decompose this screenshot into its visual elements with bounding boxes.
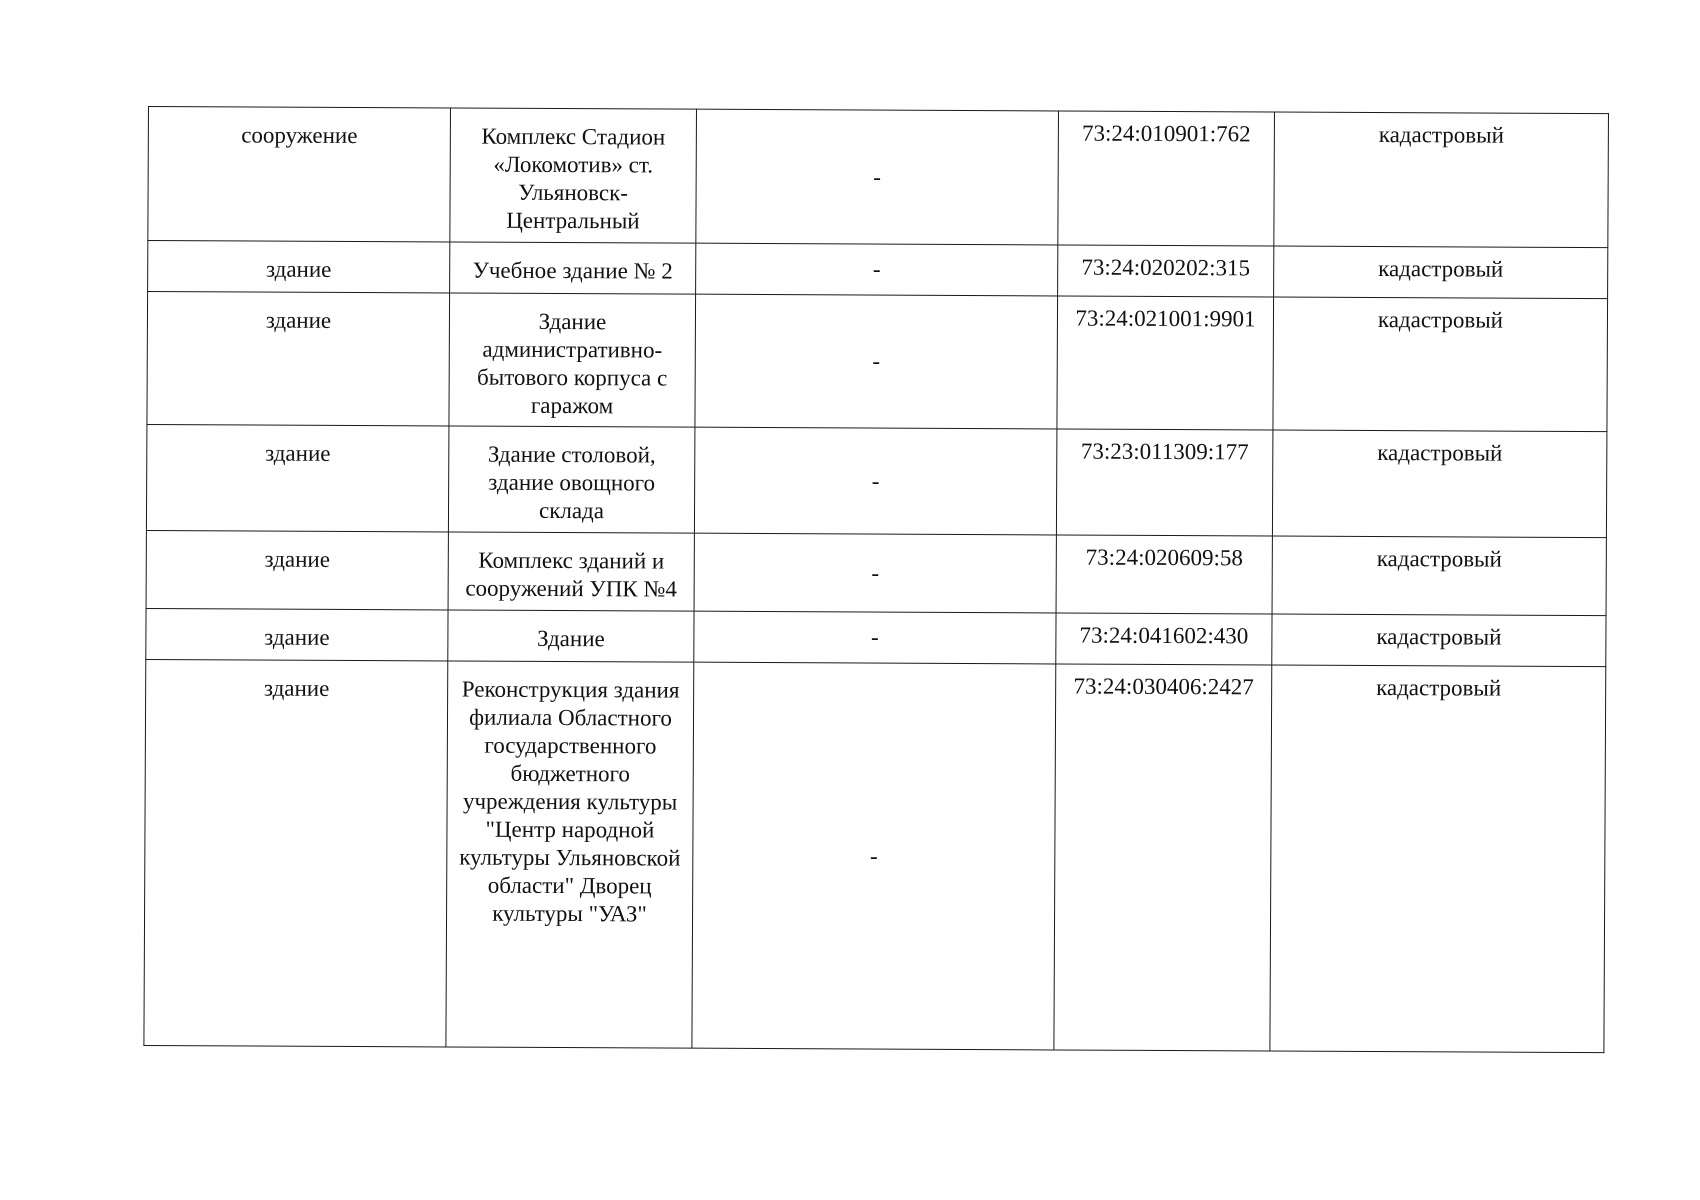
number-kind-cell: кадастровый — [1274, 112, 1609, 248]
table-row — [146, 608, 1606, 666]
number-kind-cell: кадастровый — [1272, 430, 1607, 538]
number-kind-cell: кадастровый — [1272, 536, 1606, 616]
cadastral-number-cell: 73:24:041602:430 — [1056, 613, 1272, 665]
object-name-cell: Учебное здание № 2 — [450, 242, 696, 294]
number-kind-cell: кадастровый — [1274, 246, 1608, 299]
object-type-cell: здание — [146, 608, 448, 660]
number-kind-cell: кадастровый — [1270, 665, 1606, 1053]
object-type-cell: здание — [146, 530, 448, 609]
cadastral-number-cell: 73:24:021001:9901 — [1057, 296, 1274, 430]
object-type-cell: сооружение — [148, 107, 451, 242]
table-row — [147, 292, 1608, 432]
object-type-cell: здание — [147, 292, 450, 426]
extra-info-cell: - — [694, 611, 1056, 664]
cadastral-number-cell: 73:24:010901:762 — [1058, 111, 1275, 246]
object-name-cell: Комплекс Стадион «Локомотив» ст. Ульяновск-Центральный — [450, 108, 697, 243]
extra-info-cell: - — [696, 243, 1058, 296]
table-row — [146, 530, 1606, 615]
extra-info-cell: - — [692, 662, 1056, 1050]
table-row — [144, 659, 1606, 1052]
cadastral-number-cell: 73:24:020609:58 — [1056, 535, 1272, 614]
extra-info-cell: - — [695, 294, 1058, 429]
object-name-cell: Здание столовой, здание овощного склада — [448, 426, 695, 533]
property-registry-table — [143, 106, 1609, 1053]
number-kind-cell: кадастровый — [1273, 297, 1608, 432]
cadastral-number-cell: 73:24:030406:2427 — [1054, 664, 1272, 1051]
extra-info-cell: - — [694, 533, 1056, 613]
cadastral-number-cell: 73:23:011309:177 — [1056, 429, 1273, 536]
table-row — [148, 241, 1608, 299]
table-row — [148, 107, 1609, 248]
object-type-cell: здание — [144, 659, 448, 1046]
object-type-cell: здание — [148, 241, 450, 293]
extra-info-cell: - — [696, 109, 1059, 245]
object-name-cell: Комплекс зданий и сооружений УПК №4 — [448, 532, 694, 611]
object-name-cell: Здание — [448, 610, 694, 662]
object-name-cell: Реконструкция здания филиала Областного государственного бюджетного учреждения культуры "Центр народной культуры Ульяновской области" Дворец культуры "УАЗ" — [446, 661, 694, 1048]
extra-info-cell: - — [694, 427, 1057, 535]
object-type-cell: здание — [146, 424, 449, 531]
cadastral-number-cell: 73:24:020202:315 — [1058, 245, 1274, 297]
object-name-cell: Здание административно-бытового корпуса с гаражом — [449, 293, 696, 427]
table-row — [146, 424, 1607, 537]
number-kind-cell: кадастровый — [1272, 614, 1606, 667]
